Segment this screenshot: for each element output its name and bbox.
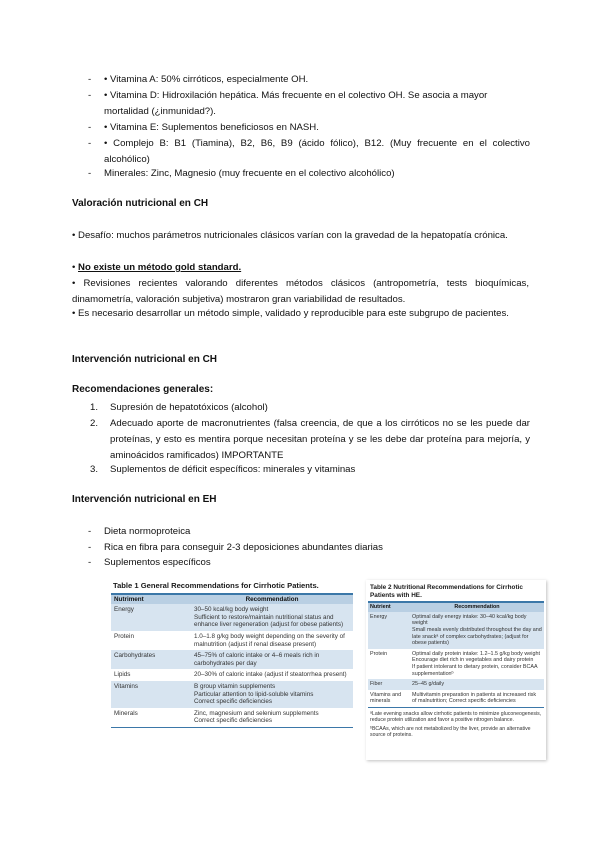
nutrient-cell: Vitamins [111,681,191,708]
recommendation-cell [410,679,544,690]
recommendation-line: 25–45 g/daily [412,681,445,688]
recommendation-line: Encourage diet rich in vegetables and dairy protein [412,657,534,664]
table-1-general-recommendations [111,580,353,728]
recommendation-line: Optimal daily protein intake: 1.2–1.5 g/kg body weight [412,650,540,657]
footnote: ᵇBCAAs, which are not metabolized by the liver, provide an alternative source of proteins. [370,725,531,739]
subheading: Recomendaciones generales: [72,384,214,395]
table-2-grid [368,603,544,707]
column-header: Nutrient [368,603,410,612]
list-dash: - [88,526,92,537]
nutrient-cell: Protein [114,632,134,640]
nutrient-cell: Fiber [368,679,410,690]
list-item-text [104,88,530,120]
table-row [111,669,353,681]
table-row [111,708,353,727]
column-header: Recommendation [410,603,544,612]
recommendation-line: 20–30% of caloric intake (adjust if steatorrhea present) [194,671,347,679]
paragraph: • Revisiones recientes valorando diferentes métodos clásicos (antropometría, tests bioquímicas, dinamometría, valoración subjetiva) mostraron gran variabilidad de resultados. [72,278,529,305]
table-header-row [111,595,353,605]
recommendation-cell [410,690,544,707]
list-item [72,166,530,182]
paragraph: • Desafío: muchos parámetros nutricionales clásicos varían con la gravedad de la hepatopatía crónica. [72,230,508,241]
numbered-item [90,462,530,478]
list-dash: - [88,74,92,85]
list-item-text: • Complejo B: B1 (Tiamina), B2, B6, B9 (ácido fólico), B12. (Muy frecuente en el colectivo alcohólico) [104,138,530,165]
list-item [72,555,530,571]
column-header: Nutriment [111,595,191,605]
recommendation-line: Multivitamin preparation in patients at increased risk of malnutrition; Correct specific deficiencies [412,691,537,705]
list-item [72,88,530,120]
table-row [111,604,353,631]
recommendation-line: Sufficient to restore/maintain nutritional status and enhance liver regeneration (adjust for obese patients) [194,613,344,629]
recommendation-line: 30–50 kcal/kg body weight [194,606,269,614]
item-text: Suplementos de déficit específicos: minerales y vitaminas [110,464,356,475]
list-dash: - [88,122,92,133]
list-item-text-part: • Vitamina D: Hidroxilación hepática. Más frecuente en el colectivo OH. Se asocia a mayor mortalidad (¿inmunidad?). [104,90,488,117]
table-row [111,650,353,669]
recommendation-cell [410,649,544,679]
list-item-text: Dieta normoproteica [104,526,191,537]
list-dash: - [88,542,92,553]
item-number: 2. [90,418,99,429]
table-1-grid [111,595,353,727]
table-row [368,690,544,707]
list-item-text: Suplementos específicos [104,557,211,568]
list-item-text: • Vitamina E: Suplementos beneficiosos en NASH. [104,122,319,133]
list-item [72,136,530,168]
list-item-text: Rica en fibra para conseguir 2-3 deposiciones abundantes diarias [104,542,383,553]
list-item [72,524,530,540]
table-caption: Table 1 General Recommendations for Cirrhotic Patients. [111,580,353,595]
nutrient-cell: Carbohydrates [111,650,191,669]
recommendation-line: Zinc, magnesium and selenium supplements [194,709,319,717]
section-heading: Intervención nutricional en EH [72,494,217,505]
nutrient-cell: Energy [111,604,191,631]
recommendation-cell [191,631,353,650]
bullet: • [72,262,79,273]
table-caption: Table 2 Nutritional Recommendations for Cirrhotic Patients with HE. [368,582,544,603]
list-item-text: Minerales: Zinc, Magnesio (muy frecuente en el colectivo alcohólico) [104,168,395,179]
list-item [72,120,530,136]
table-footnotes [368,707,544,744]
nutrient-cell: Lipids [114,671,131,679]
table-rule [111,727,353,728]
recommendation-cell [191,681,353,708]
recommendation-line: Particular attention to lipid-soluble vitamins [194,690,314,698]
table-row [368,612,544,649]
item-number: 3. [90,464,99,475]
column-header: Recommendation [191,595,353,605]
section-heading: Intervención nutricional en CH [72,354,218,365]
underlined-statement: No existe un método gold standard. [78,262,242,273]
recommendation-line: 1.0–1.8 g/kg body weight depending on the severity of malnutrition (adjust if renal disease present) [194,632,345,648]
recommendation-line: Small meals evenly distributed throughout the day and late snackᵃ of complex carbohydrates; (adjust for obese patients) [412,626,542,647]
recommendation-line: Correct specific deficiencies [194,717,273,725]
recommendation-line: Optimal daily energy intake: 30–40 kcal/kg body weight [412,613,527,627]
item-text: Adecuado aporte de macronutrientes (falsa creencia, de que a los cirróticos no se les puede dar proteínas, y esto es mentira porque necesitan proteína y se les debe dar proteína para mejoría, y aminoácidos ramificados) IMPORTANTE [110,418,530,461]
recommendation-line: 45–75% of caloric intake or 4–6 meals rich in carbohydrates per day [194,652,320,667]
list-dash: - [88,557,92,568]
list-item-text: • Vitamina A: 50% cirróticos, especialmente OH. [104,74,309,85]
list-dash: - [88,90,92,101]
recommendation-cell [191,604,353,631]
table-header-row [368,603,544,612]
list-dash: - [88,138,92,149]
nutrient-cell: Vitamins and minerals [370,691,402,705]
nutrient-cell: Protein [370,650,388,657]
recommendation-line: Correct specific deficiencies [194,698,273,706]
recommendation-cell [191,708,353,727]
section-heading: Valoración nutricional en CH [72,198,209,209]
list-item [72,72,530,88]
nutrient-cell: Energy [368,612,410,649]
recommendation-cell [191,669,353,681]
table-row [368,679,544,690]
item-text: Supresión de hepatotóxicos (alcohol) [110,402,268,413]
numbered-item [90,400,530,416]
item-number: 1. [90,402,99,413]
footnote: ᵃLate evening snacks allow cirrhotic patients to minimize gluconeogenesis, reduce protein utilization and favor a positive nitrogen balance. [370,710,542,724]
paragraph [72,260,529,276]
list-item [72,540,530,556]
recommendation-line: If patient intolerant to dietary protein, consider BCAA supplementationᵇ [412,663,538,677]
paragraph: • Es necesario desarrollar un método simple, validado y reproducible para este subgrupo de pacientes. [72,308,509,319]
list-dash: - [88,168,92,179]
table-row [111,631,353,650]
nutrient-cell: Minerals [114,709,138,717]
table-row [111,681,353,708]
recommendation-line: B group vitamin supplements [194,682,276,690]
table-row [368,649,544,679]
numbered-item [90,416,530,464]
table-2-he-recommendations [368,582,544,744]
recommendation-cell [410,612,544,649]
recommendation-cell [191,650,353,669]
